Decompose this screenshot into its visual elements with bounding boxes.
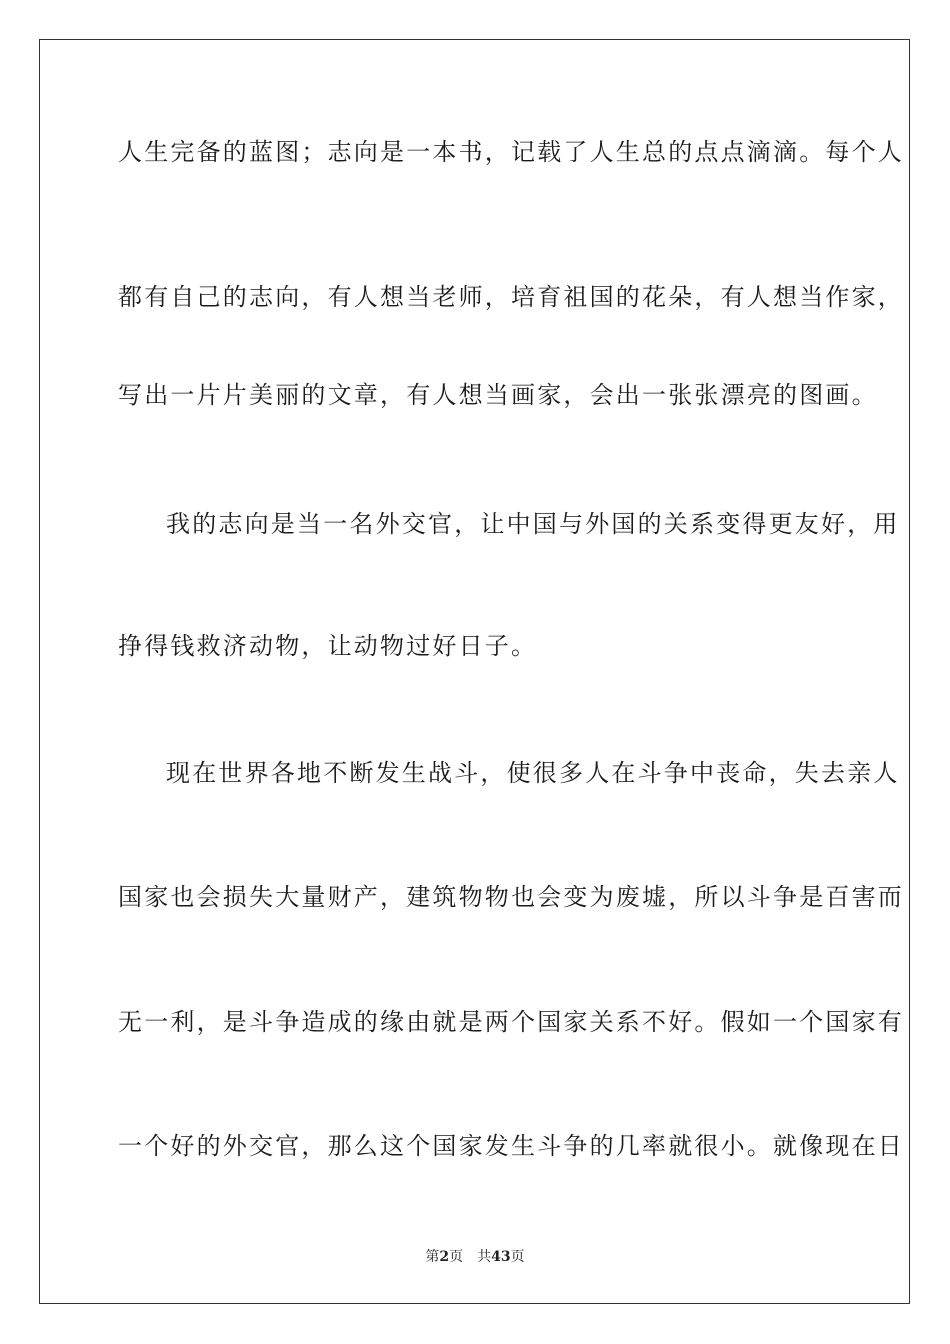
text-line: 挣得钱救济动物，让动物过好日子。 [118, 632, 538, 660]
page-border [39, 39, 910, 1304]
total-prefix: 共 [477, 1249, 492, 1265]
page-number: 2 [439, 1249, 450, 1265]
paragraph-first-line: 现在世界各地不断发生战斗，使很多人在斗争中丧命，失去亲人 [166, 759, 900, 787]
page-footer [0, 1246, 950, 1266]
text-line: 写出一片片美丽的文章，有人想当画家，会出一张张漂亮的图画。 [118, 381, 878, 409]
text-line: 一个好的外交官，那么这个国家发生斗争的几率就很小。就像现在日 [118, 1132, 904, 1160]
text-line: 国家也会损失大量财产，建筑物物也会变为废墟，所以斗争是百害而 [118, 883, 904, 911]
text-line: 都有自己的志向，有人想当老师，培育祖国的花朵，有人想当作家， [118, 283, 904, 311]
text-line: 无一利，是斗争造成的缘由就是两个国家关系不好。假如一个国家有 [118, 1008, 904, 1036]
total-suffix: 页 [510, 1249, 525, 1265]
page-suffix: 页 [449, 1249, 464, 1265]
paragraph-first-line: 我的志向是当一名外交官，让中国与外国的关系变得更友好，用 [166, 510, 900, 538]
text-line: 人生完备的蓝图；志向是一本书，记载了人生总的点点滴滴。每个人 [118, 138, 904, 166]
total-pages: 43 [491, 1249, 511, 1265]
page-prefix: 第 [425, 1249, 440, 1265]
